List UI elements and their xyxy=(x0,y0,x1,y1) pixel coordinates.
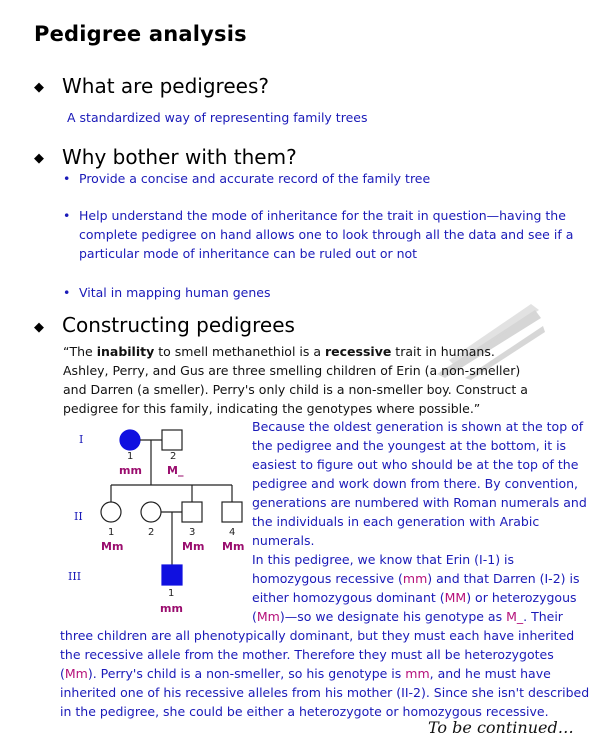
section-heading: Why bother with them? xyxy=(62,145,297,169)
individual-number: 1 xyxy=(127,451,134,462)
explanation-text: )—so we designate his genotype as xyxy=(279,609,507,624)
genotype-inline: MM xyxy=(444,590,467,605)
genotype-label: mm xyxy=(119,464,142,477)
section-text: A standardized way of representing family trees xyxy=(67,110,368,125)
to-be-continued: To be continued… xyxy=(428,718,574,737)
section-heading: What are pedigrees? xyxy=(62,74,269,98)
bullet-dot: • xyxy=(63,171,71,186)
genotype-label: M_ xyxy=(167,464,184,477)
diamond-bullet-icon: ◆ xyxy=(34,320,44,335)
individual-I-2-male xyxy=(162,430,182,450)
genotype-inline: Mm xyxy=(256,609,280,624)
quote-text: trait in humans. Ashley, Perry, and Gus are three smelling children of Erin (a non-smeller) and Darren (a smeller). Perry's only child is a non-smeller boy. Construct a pedigree for this family, indicating the genotypes where possible.” xyxy=(63,344,528,416)
generation-label: III xyxy=(68,570,82,583)
explanation-text: ) or heterozygous ( xyxy=(252,590,577,624)
list-item: Provide a concise and accurate record of the family tree xyxy=(79,171,431,186)
explanation-text: . Their three children are all phenotypically dominant, but they must each have inherited the recessive allele from the mother. Therefore they must all be heterozygotes ( xyxy=(60,609,575,681)
bullet-dot: • xyxy=(63,208,71,223)
explanation-text: In this pedigree, we know that Erin (I-1) is homozygous recessive ( xyxy=(252,552,515,586)
genotype-inline: mm xyxy=(405,666,430,681)
explanation-text: ). Perry's child is a non-smeller, so his genotype is xyxy=(87,666,406,681)
explanation-paragraph xyxy=(60,550,592,721)
list-item: Vital in mapping human genes xyxy=(79,285,271,300)
page-title: Pedigree analysis xyxy=(34,22,247,46)
individual-number: 3 xyxy=(189,527,196,538)
individual-number: 2 xyxy=(148,527,155,538)
genotype-label: Mm xyxy=(101,540,124,553)
generation-label: I xyxy=(79,433,84,446)
individual-number: 1 xyxy=(108,527,115,538)
individual-II-1-female xyxy=(101,502,121,522)
quote-bold: inability xyxy=(96,344,155,359)
individual-number: 1 xyxy=(168,588,175,599)
quote-text: to smell methanethiol is a xyxy=(154,344,325,359)
section-heading: Constructing pedigrees xyxy=(62,313,295,337)
individual-II-4-male xyxy=(222,502,242,522)
genotype-inline: M_ xyxy=(506,609,524,624)
explanation-paragraph: Because the oldest generation is shown at the top of the pedigree and the youngest at the bottom, it is easiest to figure out who should be at the top of the pedigree and work down from there. By convention, generations are numbered with Roman numerals and the individuals in each generation with Arabic numerals. xyxy=(252,419,587,548)
genotype-label: Mm xyxy=(222,540,245,553)
problem-quote xyxy=(63,342,533,418)
individual-II-2-female xyxy=(141,502,161,522)
individual-number: 2 xyxy=(170,451,177,462)
genotype-inline: Mm xyxy=(64,666,88,681)
diamond-bullet-icon: ◆ xyxy=(34,151,44,166)
quote-bold: recessive xyxy=(325,344,392,359)
list-item: Help understand the mode of inheritance for the trait in question—having the complete pedigree on hand allows one to look through all the data and see if a particular mode of inheritance can be ruled out or not xyxy=(79,208,574,261)
explanation-text: ) and that Darren (I-2) is either homozygous dominant ( xyxy=(252,571,580,605)
genotype-label: mm xyxy=(160,602,183,615)
individual-II-3-male xyxy=(182,502,202,522)
genotype-inline: mm xyxy=(402,571,428,586)
quote-text: “The xyxy=(63,344,97,359)
diamond-bullet-icon: ◆ xyxy=(34,80,44,95)
bullet-dot: • xyxy=(63,285,71,300)
generation-label: II xyxy=(74,510,83,523)
genotype-label: Mm xyxy=(182,540,205,553)
float-shim xyxy=(60,550,252,626)
explanation-text: , and he must have inherited one of his recessive alleles from his mother (II-2). Since she isn't described in the pedigree, she could be either a heterozygote or homozygous recessive. xyxy=(60,666,590,719)
individual-number: 4 xyxy=(229,527,236,538)
individual-I-1-affected-female xyxy=(120,430,140,450)
